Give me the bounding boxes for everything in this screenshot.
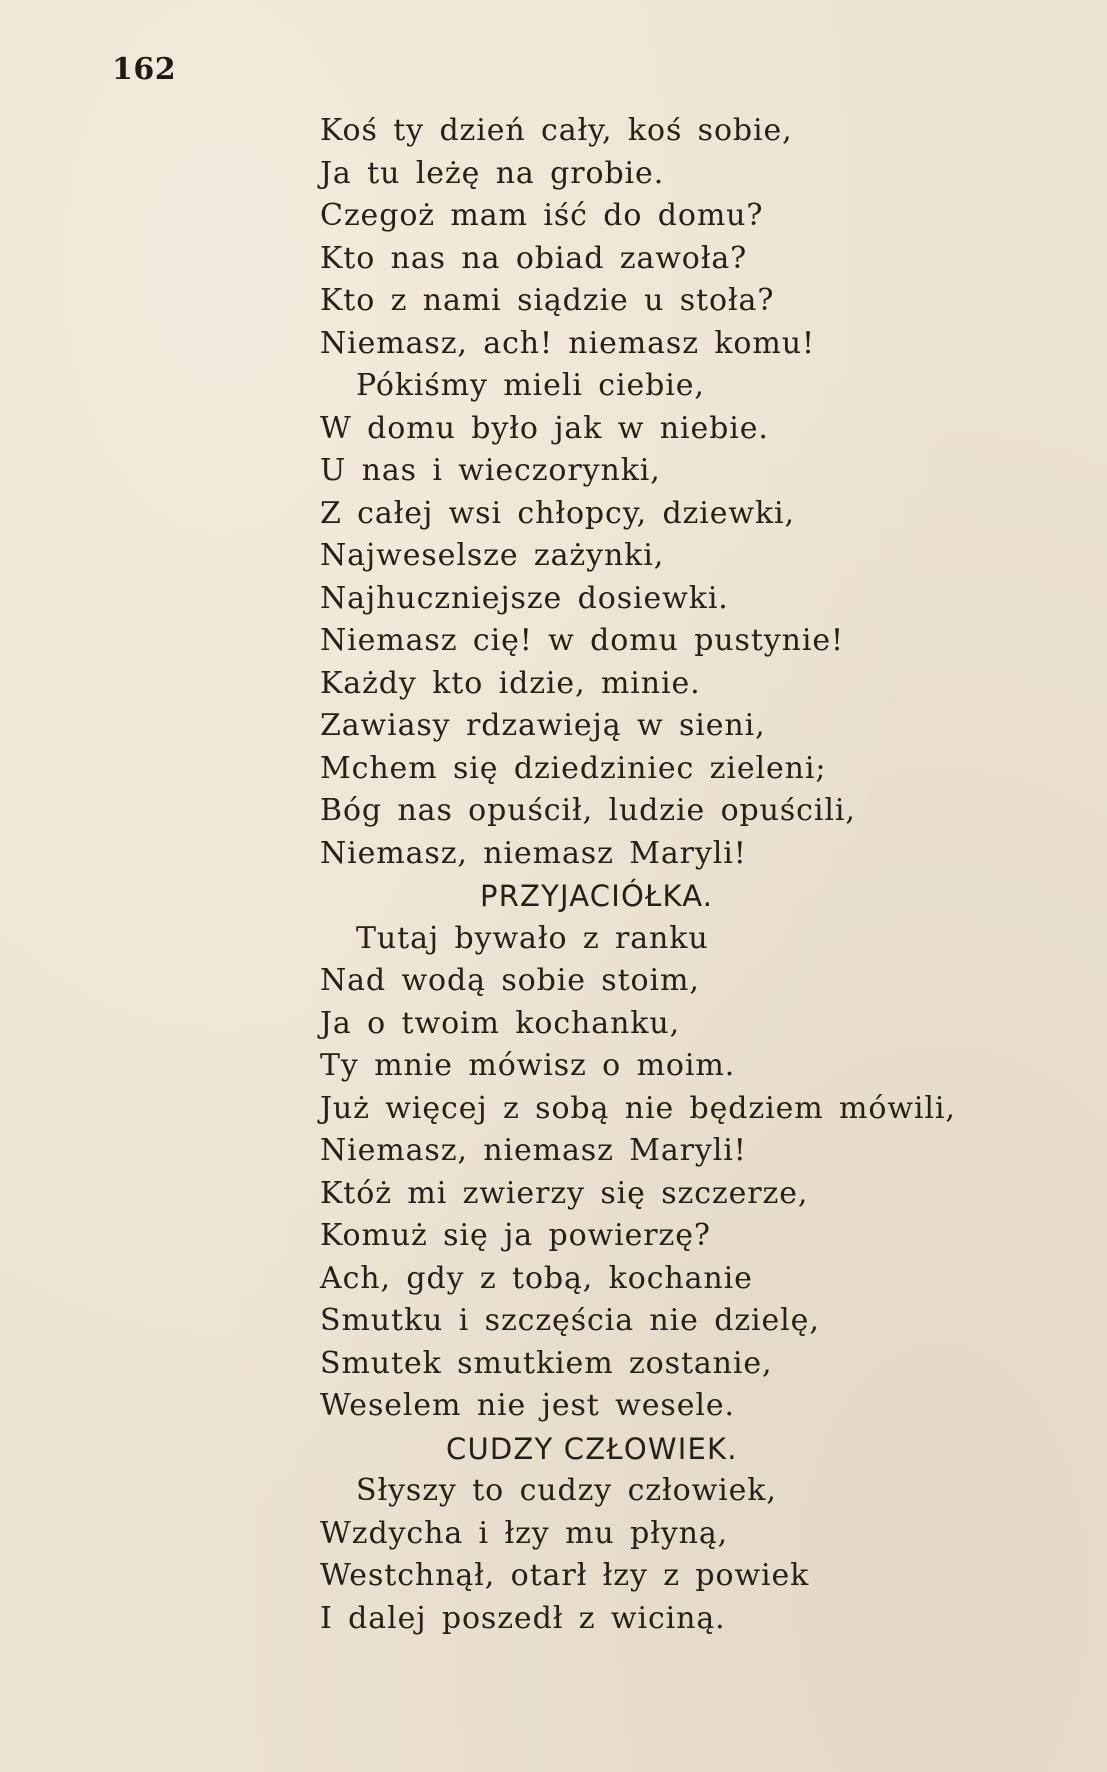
verse-line: Ty mnie mówisz o moim. (320, 1048, 736, 1083)
verse-line: Niemasz, niemasz Maryli! (320, 1133, 747, 1168)
verse-line: Najweselsze zażynki, (320, 538, 665, 573)
verse-line: Niemasz, niemasz Maryli! (320, 835, 747, 871)
verse-line: Każdy kto idzie, minie. (320, 665, 701, 701)
verse-line: Westchnął, otarł łzy z powiek (320, 1558, 810, 1593)
verse-line: Komuż się ja powierzę? (320, 1218, 711, 1253)
verse-line: Nad wodą sobie stoim, (320, 963, 700, 998)
verse-line: W domu było jak w niebie. (320, 410, 769, 446)
verse-line: Mchem się dziedziniec zieleni; (320, 750, 827, 786)
verse-line: Niemasz, ach! niemasz komu! (320, 325, 815, 361)
verse-line: Z całej wsi chłopcy, dziewki, (320, 495, 795, 531)
verse-line: Niemasz cię! w domu pustynie! (320, 623, 844, 658)
poem-text (320, 110, 1080, 1640)
verse-line: U nas i wieczorynki, (320, 453, 661, 488)
verse-line: Koś ty dzień cały, koś sobie, (320, 113, 793, 148)
verse-line: Kto z nami siądzie u stoła? (320, 283, 775, 318)
verse-line: Już więcej z sobą nie będziem mówili, (320, 1090, 956, 1126)
verse-line: Weselem nie jest wesele. (320, 1388, 735, 1423)
verse-line: Najhuczniejsze dosiewki. (320, 580, 729, 616)
page-number: 162 (112, 52, 177, 87)
verse-line: Smutku i szczęścia nie dzielę, (320, 1303, 820, 1338)
verse-line: Ach, gdy z tobą, kochanie (320, 1260, 753, 1296)
section-heading-przyjaciolka: PRZYJACIÓŁKA. (480, 879, 714, 913)
verse-line: Smutek smutkiem zostanie, (320, 1345, 773, 1381)
verse-line: Pókiśmy mieli ciebie, (356, 368, 705, 403)
verse-line: Ja tu leżę na grobie. (320, 155, 665, 191)
verse-line: Ja o twoim kochanku, (320, 1005, 681, 1041)
verse-line: Tutaj bywało z ranku (356, 920, 709, 956)
verse-line: Czegoż mam iść do domu? (320, 198, 764, 233)
section-heading-cudzy-czlowiek: CUDZY CZŁOWIEK. (446, 1431, 738, 1466)
verse-line: Zawiasy rdzawieją w sieni, (320, 708, 766, 743)
verse-line: Któż mi zwierzy się szczerze, (320, 1175, 809, 1211)
verse-line: I dalej poszedł z wiciną. (320, 1600, 726, 1636)
verse-line: Słyszy to cudzy człowiek, (356, 1473, 777, 1508)
verse-line: Wzdycha i łzy mu płyną, (320, 1515, 729, 1551)
verse-line: Kto nas na obiad zawoła? (320, 240, 748, 276)
verse-line: Bóg nas opuścił, ludzie opuścili, (320, 793, 856, 828)
